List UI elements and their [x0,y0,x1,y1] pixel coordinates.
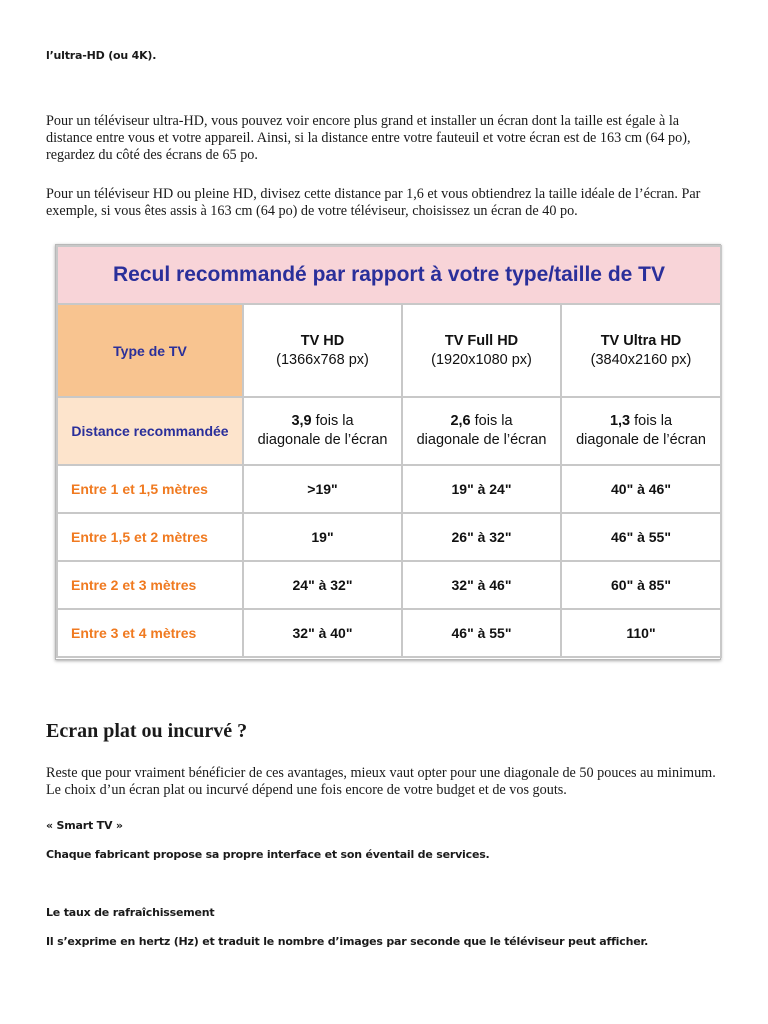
table-cell: 26" à 32" [402,513,561,561]
row-label: Entre 3 et 4 mètres [57,609,243,657]
section-heading: Ecran plat ou incurvé ? [46,720,248,742]
table-row [57,561,721,609]
distance-label: Distance recommandée [57,397,243,465]
table-cell: 60" à 85" [561,561,721,609]
table-cell: 32" à 46" [402,561,561,609]
row-label: Entre 2 et 3 mètres [57,561,243,609]
type-label: Type de TV [57,304,243,397]
column-header: TV HD (1366x768 px) [243,304,402,397]
paragraph-uhd: Pour un téléviseur ultra-HD, vous pouvez voir encore plus grand et installer un écran dont la taille est égale à la distance entre vous et votre appareil. Ainsi, si la distance entre votre fauteuil et votre écran est de 163 cm (64 po), regardez du côté des écrans de 65 po. [46,113,691,163]
distance-cell: 1,3 fois la diagonale de l’écran [561,397,721,465]
intro-fragment: l’ultra-HD (ou 4K). [46,49,157,62]
paragraph-hd: Pour un téléviseur HD ou pleine HD, divisez cette distance par 1,6 et vous obtiendrez la taille idéale de l’écran. Par exemple, si vous êtes assis à 163 cm (64 po) de votre téléviseur, choisissez un écran de 40 po. [46,186,701,219]
table-row [57,465,721,513]
refresh-label: Le taux de rafraîchissement [46,906,215,919]
table-cell: 40" à 46" [561,465,721,513]
table-cell: 24" à 32" [243,561,402,609]
table-cell: 46" à 55" [402,609,561,657]
viewing-distance-table [55,244,721,660]
table-title: Recul recommandé par rapport à votre type/taille de TV [57,246,721,304]
column-header: TV Full HD (1920x1080 px) [402,304,561,397]
distance-cell: 3,9 fois la diagonale de l’écran [243,397,402,465]
table-cell: >19" [243,465,402,513]
distance-cell: 2,6 fois la diagonale de l’écran [402,397,561,465]
column-header: TV Ultra HD (3840x2160 px) [561,304,721,397]
row-label: Entre 1 et 1,5 mètres [57,465,243,513]
smart-tv-label: « Smart TV » [46,819,123,832]
smart-tv-text: Chaque fabricant propose sa propre interface et son éventail de services. [46,848,490,861]
table-row [57,609,721,657]
row-label: Entre 1,5 et 2 mètres [57,513,243,561]
table-cell: 32" à 40" [243,609,402,657]
table-cell: 19" à 24" [402,465,561,513]
table-row [57,513,721,561]
paragraph-curved: Reste que pour vraiment bénéficier de ces avantages, mieux vaut opter pour une diagonale de 50 pouces au minimum. Le choix d’un écran plat ou incurvé dépend une fois encore de votre budget et de vos gouts. [46,765,716,798]
table-cell: 19" [243,513,402,561]
table-cell: 46" à 55" [561,513,721,561]
refresh-text: Il s’exprime en hertz (Hz) et traduit le nombre d’images par seconde que le téléviseur peut afficher. [46,935,649,948]
table-cell: 110" [561,609,721,657]
